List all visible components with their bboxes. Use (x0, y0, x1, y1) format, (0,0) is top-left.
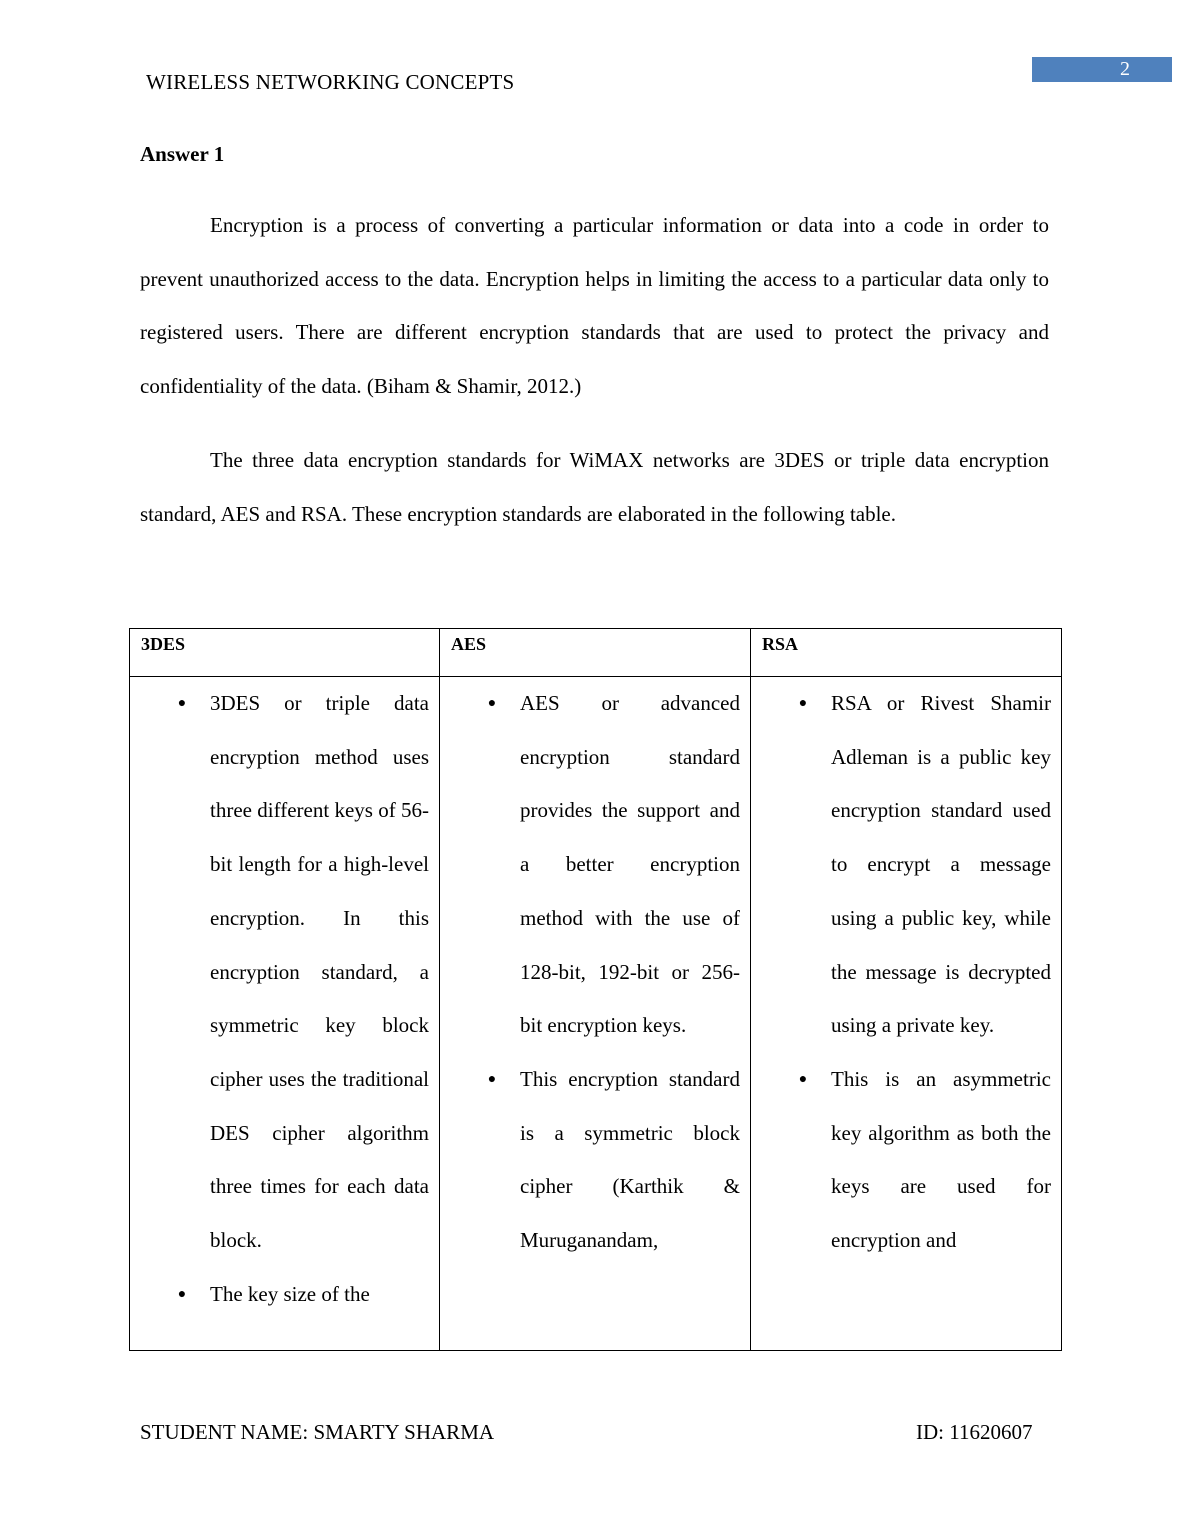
running-head-title: WIRELESS NETWORKING CONCEPTS (146, 70, 515, 94)
header-aes: AES (440, 629, 751, 677)
bullet-icon: ● (177, 696, 187, 711)
intro-paragraph: Encryption is a process of converting a particular information or data into a code in order to prevent unauthorized access to the data. Encryption helps in limiting the access to a particular data only to registered users. There are different encryption standards that are used to protect the privacy and confidentiality of the data. (Biham & Shamir, 2012.) (140, 213, 1049, 399)
bullet-list-rsa (751, 677, 1061, 1268)
bullet-text: RSA or Rivest Shamir Adleman is a public key encryption standard used to encrypt a message using a public key, while the message is decrypted using a private key. (831, 691, 1051, 1038)
header-3des: 3DES (130, 629, 440, 677)
bullet-text: The key size of the (210, 1281, 370, 1306)
bullet-text: 3DES or triple data encryption method uses three different keys of 56-bit length for a high-level encryption. In this encryption standard, a symmetric key block cipher uses the traditional DES cipher algorithm three times for each data block. (210, 691, 429, 1253)
cell-rsa (751, 677, 1062, 1351)
bullet-text: This is an asymmetric key algorithm as both the keys are used for encryption and (831, 1066, 1051, 1253)
cell-aes-content (440, 677, 750, 1349)
bullet-icon: ● (798, 1071, 808, 1087)
cell-3des-content (130, 677, 439, 1349)
encryption-standards-table (129, 628, 1062, 1351)
header-rsa: RSA (751, 629, 1062, 677)
list-item (130, 677, 439, 1268)
bullet-text: This encryption standard is a symmetric block cipher (Karthik & Muruganandam, (520, 1066, 740, 1253)
list-item (751, 1053, 1061, 1268)
list-item (130, 1268, 439, 1322)
list-item (440, 677, 750, 1053)
bullet-icon: ● (487, 1071, 497, 1087)
page-number: 2 (1032, 57, 1172, 82)
footer-student-name: STUDENT NAME: SMARTY SHARMA (140, 1420, 495, 1444)
bullet-list-aes (440, 677, 750, 1268)
cell-rsa-content (751, 677, 1061, 1349)
bullet-text: AES or advanced encryption standard provides the support and a better encryption method with the use of 128-bit, 192-bit or 256-bit encryption keys. (520, 691, 740, 1038)
cell-3des (130, 677, 440, 1351)
answer-heading: Answer 1 (140, 142, 225, 166)
bullet-list-3des (130, 677, 439, 1321)
list-item (440, 1053, 750, 1268)
bullet-icon: ● (487, 696, 497, 711)
standards-paragraph: The three data encryption standards for WiMAX networks are 3DES or triple data encryption standard, AES and RSA. These encryption standards are elaborated in the following table. (140, 448, 1049, 526)
footer-student-id: ID: 11620607 (916, 1420, 1033, 1444)
bullet-icon: ● (177, 1286, 187, 1302)
table-header-row (130, 629, 1062, 677)
cell-aes (440, 677, 751, 1351)
bullet-icon: ● (798, 696, 808, 711)
list-item (751, 677, 1061, 1053)
table-row (130, 677, 1062, 1351)
